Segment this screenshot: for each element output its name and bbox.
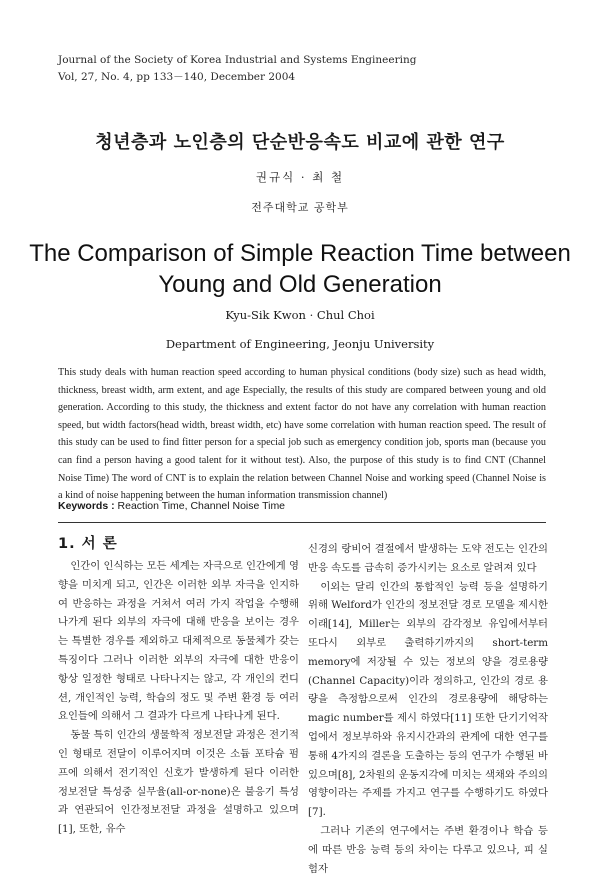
body-paragraph: 인간이 인식하는 모든 세계는 자극으로 인간에게 영향을 미치게 되고, 인간은 이러한 외부 자극을 인지하여 반응하는 과정을 거쳐서 여러 가지 작업을 수행해나가게 된다 외부의 자극에 대해 반응을 보이는 경우는 특별한 경우를 제외하고 대체적으로 동물체가 갖는 특징이다 그러나 이러한 외부의 자극에 대한 반응이 항상 일정한 형태로 나타나지는 않고, 각 개인의 컨디션, 개인적인 능력, 학습의 정도 및 주변 환경 등 여러 요인들에 의해서 그 결과가 다르게 나타나게 된다. xyxy=(58,560,299,723)
keywords xyxy=(58,500,285,512)
english-affiliation: Department of Engineering, Jeonju University xyxy=(165,337,435,351)
english-authors: Kyu-Sik Kwon · Chul Choi xyxy=(225,308,375,322)
korean-title: 청년층과 노인층의 단순반응속도 비교에 관한 연구 xyxy=(95,132,505,153)
body-paragraph: 동물 특히 인간의 생물학적 정보전달 과정은 전기적인 형태로 전달이 이루어지며 이것은 소듐 포타슘 펌프에 의해서 전기적인 신호가 발생하게 된다 이러한 정보전달 특성중 실무율(all-or-none)은 불응기 특성과 연관되어 인간정보전달 과정을 설명하고 있으며[1], 또한, 유수 xyxy=(58,729,299,836)
korean-affiliation: 전주대학교 공학부 xyxy=(251,201,349,214)
section-divider xyxy=(58,522,546,523)
journal-name: Journal of the Society of Korea Industrial and Systems Engineering xyxy=(58,54,417,66)
journal-volume: Vol, 27, No. 4, pp 133－140, December 2004 xyxy=(58,71,296,83)
body-column-right xyxy=(308,540,548,878)
body-paragraph: 이외는 달리 인간의 통합적인 능력 등을 설명하기 위해 Welford가 인간의 정보전달 경로 모델을 제시한 이래[14], Miller는 외부의 감각정보 유입에서부터 또다시 외부로 출력하기까지의 short-term memory에 저장될 수 있는 정보의 양을 경로용량(Channel Capacity)이라 정의하고, 인간의 경로 용량을 측정함으로써 인간의 경로용량에 해당하는 magic number를 제시 하였다[11] 또한 단기기억작업에서 정보부하와 유지시간과의 관계에 대한 연구를 통해 4가지의 결론을 도출하는 등의 연구가 수행된 바 있으며[8], 2차원의 운동지각에 미치는 색채와 주의의 영향이라는 주제를 가지고 연구를 수행하기도 하였다[7]. xyxy=(308,580,548,819)
section-heading: 1. 서 론 xyxy=(58,536,118,552)
english-title-line-1: The Comparison of Simple Reaction Time between xyxy=(29,240,571,267)
body-paragraph: 그러나 기존의 연구에서는 주변 환경이나 학습 등에 따른 반응 능력 등의 차이는 다루고 있으나, 피 실험자 xyxy=(308,824,548,875)
english-title xyxy=(0,238,600,300)
journal-header xyxy=(58,52,416,86)
abstract: This study deals with human reaction speed according to human physical conditions (body size) such as head width, thickness, breast width, arm extent, and age Especially, the results of this study are compared between young and old generation. According to this study, the thickness and extent factor do not have any correlation with human reaction speed, but width factors(head width, breast width, etc) have some correlation with human reaction speed. The result of this study can be used to find fitter person for a special job such as emergency condition job, sports man (because you can find a person having a good talent for it without test). Also, the purpose of this study is to find CNT (Channel Noise Time) The word of CNT is to explain the relation between Channel Noise and working speed (Channel Noise is a kind of noise happening between the human information transmission channel) xyxy=(58,367,546,502)
keywords-label: Keywords : xyxy=(58,500,115,512)
english-title-line-2: Young and Old Generation xyxy=(158,271,442,298)
korean-authors: 권규식 · 최 철 xyxy=(255,170,345,184)
body-paragraph: 신경의 랑비어 결절에서 발생하는 도약 전도는 인간의 반응 속도를 급속히 증가시키는 요소로 알려져 있다 xyxy=(308,543,548,574)
body-column-left xyxy=(58,557,299,839)
keywords-value: Reaction Time, Channel Noise Time xyxy=(117,500,286,512)
